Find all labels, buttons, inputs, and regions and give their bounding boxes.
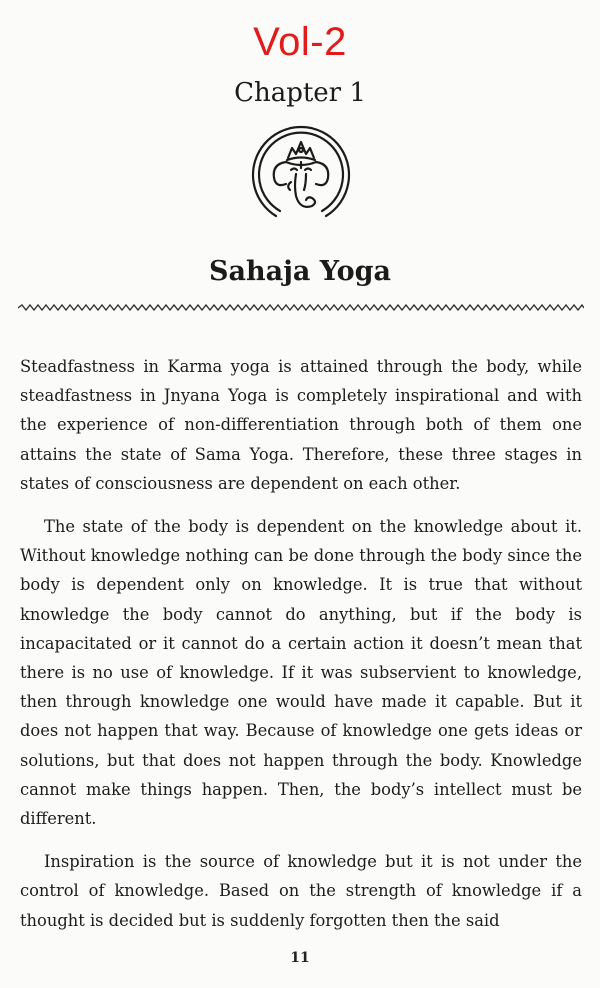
paragraph: Steadfastness in Karma yoga is attained through the body, while steadfastness in Jnyana Yoga is completely inspirational and with the experience of non-differentiation through both of them one attains the state of Sama Yoga. Therefore, these three stages in states of consciousness are dependent on each other. <box>20 357 582 493</box>
body-text <box>20 352 582 949</box>
volume-label: Vol-2 <box>253 20 347 64</box>
paragraph: The state of the body is dependent on the knowledge about it. Without knowledge nothing can be done through the body since the body is dependent only on knowledge. It is true that without knowledge the body cannot do anything, but if the body is incapacitated or it cannot do a certain action it doesn’t mean that there is no use of knowledge. If it was subservient to knowledge, then through knowledge one would have made it capable. But it does not happen that way. Because of knowledge one gets ideas or solutions, but that does not happen through the body. Knowledge cannot make things happen. Then, the body’s intellect must be different. <box>20 517 582 829</box>
chapter-title: Sahaja Yoga <box>208 256 392 287</box>
chapter-heading: Chapter 1 <box>234 78 366 108</box>
zigzag-divider <box>18 304 584 312</box>
page-number: 11 <box>290 950 310 966</box>
ganesha-emblem-icon <box>246 124 356 234</box>
paragraph: Inspiration is the source of knowledge but it is not under the control of knowledge. Based on the strength of knowledge if a thought is decided but is suddenly forgotten then the said <box>20 852 582 930</box>
